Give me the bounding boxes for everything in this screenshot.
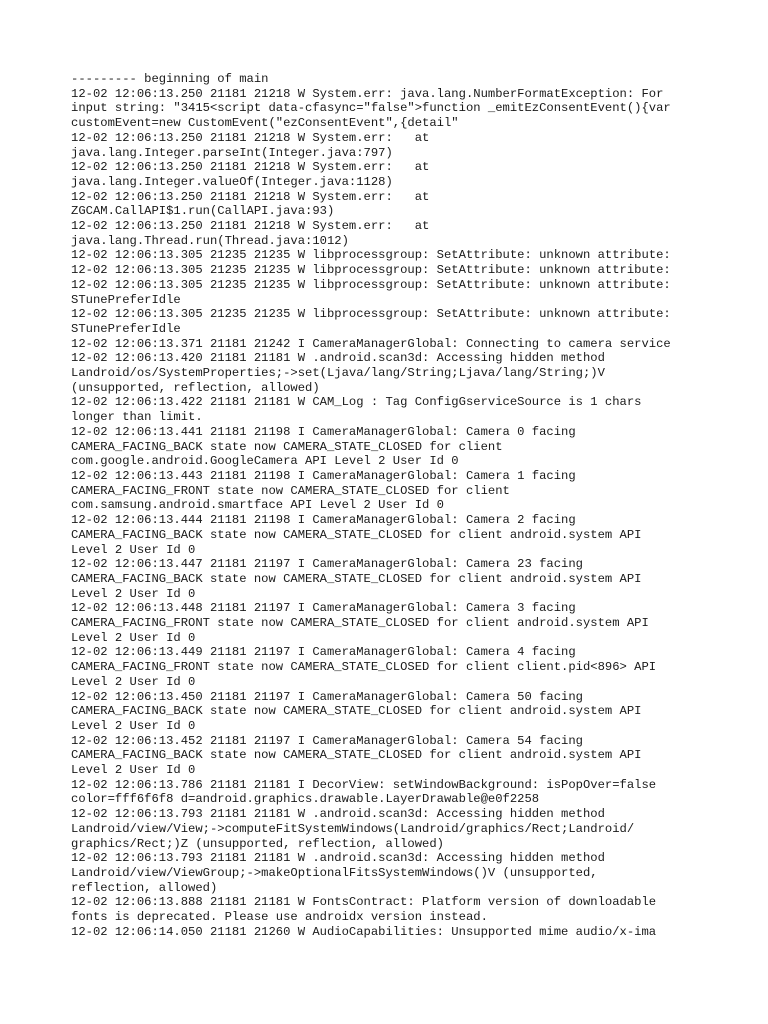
log-line: Level 2 User Id 0 xyxy=(71,718,196,733)
log-line: longer than limit. xyxy=(71,410,203,425)
log-line: 12-02 12:06:13.441 21181 21198 I CameraManagerGlobal: Camera 0 facing xyxy=(71,424,576,439)
log-line: 12-02 12:06:13.250 21181 21218 W System.err: java.lang.NumberFormatException: For xyxy=(71,86,664,101)
log-line: 12-02 12:06:13.888 21181 21181 W FontsContract: Platform version of downloadable xyxy=(71,895,657,910)
log-line: com.google.android.GoogleCamera API Level 2 User Id 0 xyxy=(71,454,459,469)
log-line: 12-02 12:06:13.371 21181 21242 I CameraManagerGlobal: Connecting to camera service xyxy=(71,336,671,351)
log-line: 12-02 12:06:13.305 21235 21235 W libprocessgroup: SetAttribute: unknown attribute: xyxy=(71,307,671,322)
log-line: Level 2 User Id 0 xyxy=(71,542,196,557)
log-line: Landroid/os/SystemProperties;->set(Ljava/lang/String;Ljava/lang/String;)V xyxy=(71,366,605,381)
log-line: 12-02 12:06:13.250 21181 21218 W System.err: at xyxy=(71,130,430,145)
log-line: CAMERA_FACING_BACK state now CAMERA_STATE_CLOSED for client android.system API xyxy=(71,571,642,586)
log-line: 12-02 12:06:13.793 21181 21181 W .android.scan3d: Accessing hidden method xyxy=(71,851,605,866)
log-line: CAMERA_FACING_FRONT state now CAMERA_STATE_CLOSED for client xyxy=(71,483,510,498)
log-line: Landroid/view/View;->computeFitSystemWindows(Landroid/graphics/Rect;Landroid/ xyxy=(71,821,635,836)
log-line: ZGCAM.CallAPI$1.run(CallAPI.java:93) xyxy=(71,204,335,219)
log-line: STunePreferIdle xyxy=(71,292,181,307)
log-line: 12-02 12:06:13.305 21235 21235 W libprocessgroup: SetAttribute: unknown attribute: xyxy=(71,248,671,263)
log-line: Level 2 User Id 0 xyxy=(71,763,196,778)
log-line: reflection, allowed) xyxy=(71,880,218,895)
log-line: 12-02 12:06:13.305 21235 21235 W libprocessgroup: SetAttribute: unknown attribute: xyxy=(71,277,671,292)
log-line: 12-02 12:06:13.793 21181 21181 W .android.scan3d: Accessing hidden method xyxy=(71,807,605,822)
log-document xyxy=(71,72,761,939)
log-line: Level 2 User Id 0 xyxy=(71,630,196,645)
log-line: 12-02 12:06:13.420 21181 21181 W .android.scan3d: Accessing hidden method xyxy=(71,351,605,366)
log-line: 12-02 12:06:13.444 21181 21198 I CameraManagerGlobal: Camera 2 facing xyxy=(71,513,576,528)
log-line: 12-02 12:06:13.786 21181 21181 I DecorView: setWindowBackground: isPopOver=false xyxy=(71,777,657,792)
log-line: Landroid/view/ViewGroup;->makeOptionalFitsSystemWindows()V (unsupported, xyxy=(71,865,598,880)
log-line: java.lang.Integer.parseInt(Integer.java:797) xyxy=(71,145,393,160)
log-line: 12-02 12:06:14.050 21181 21260 W AudioCapabilities: Unsupported mime audio/x-ima xyxy=(71,924,657,939)
log-line: 12-02 12:06:13.250 21181 21218 W System.err: at xyxy=(71,160,430,175)
logcat-output xyxy=(71,72,761,939)
log-line: 12-02 12:06:13.452 21181 21197 I CameraManagerGlobal: Camera 54 facing xyxy=(71,733,583,748)
log-line: 12-02 12:06:13.305 21235 21235 W libprocessgroup: SetAttribute: unknown attribute: xyxy=(71,263,671,278)
log-line: 12-02 12:06:13.450 21181 21197 I CameraManagerGlobal: Camera 50 facing xyxy=(71,689,583,704)
log-line: CAMERA_FACING_BACK state now CAMERA_STATE_CLOSED for client xyxy=(71,439,503,454)
log-line: CAMERA_FACING_FRONT state now CAMERA_STATE_CLOSED for client client.pid<896> API xyxy=(71,660,657,675)
log-line: input string: "3415<script data-cfasync="false">function _emitEzConsentEvent(){var xyxy=(71,101,671,116)
log-line: customEvent=new CustomEvent("ezConsentEvent",{detail" xyxy=(71,116,459,131)
log-line: CAMERA_FACING_BACK state now CAMERA_STATE_CLOSED for client android.system API xyxy=(71,704,642,719)
log-line: STunePreferIdle xyxy=(71,321,181,336)
log-line: --------- beginning of main xyxy=(71,72,269,86)
log-line: 12-02 12:06:13.422 21181 21181 W CAM_Log : Tag ConfigGserviceSource is 1 chars xyxy=(71,395,642,410)
log-line: 12-02 12:06:13.448 21181 21197 I CameraManagerGlobal: Camera 3 facing xyxy=(71,601,576,616)
log-line: CAMERA_FACING_BACK state now CAMERA_STATE_CLOSED for client android.system API xyxy=(71,527,642,542)
log-line: graphics/Rect;)Z (unsupported, reflection, allowed) xyxy=(71,836,444,851)
log-line: Level 2 User Id 0 xyxy=(71,674,196,689)
log-line: (unsupported, reflection, allowed) xyxy=(71,380,320,395)
log-line: fonts is deprecated. Please use androidx version instead. xyxy=(71,910,488,925)
log-line: com.samsung.android.smartface API Level 2 User Id 0 xyxy=(71,498,444,513)
log-line: CAMERA_FACING_FRONT state now CAMERA_STATE_CLOSED for client android.system API xyxy=(71,616,649,631)
log-line: java.lang.Integer.valueOf(Integer.java:1128) xyxy=(71,174,393,189)
log-line: 12-02 12:06:13.449 21181 21197 I CameraManagerGlobal: Camera 4 facing xyxy=(71,645,576,660)
log-line: 12-02 12:06:13.447 21181 21197 I CameraManagerGlobal: Camera 23 facing xyxy=(71,557,583,572)
log-line: CAMERA_FACING_BACK state now CAMERA_STATE_CLOSED for client android.system API xyxy=(71,748,642,763)
log-line: Level 2 User Id 0 xyxy=(71,586,196,601)
log-line: java.lang.Thread.run(Thread.java:1012) xyxy=(71,233,349,248)
log-line: color=fff6f6f8 d=android.graphics.drawable.LayerDrawable@e0f2258 xyxy=(71,792,540,807)
log-line: 12-02 12:06:13.443 21181 21198 I CameraManagerGlobal: Camera 1 facing xyxy=(71,468,576,483)
log-line: 12-02 12:06:13.250 21181 21218 W System.err: at xyxy=(71,219,430,234)
log-line: 12-02 12:06:13.250 21181 21218 W System.err: at xyxy=(71,189,430,204)
